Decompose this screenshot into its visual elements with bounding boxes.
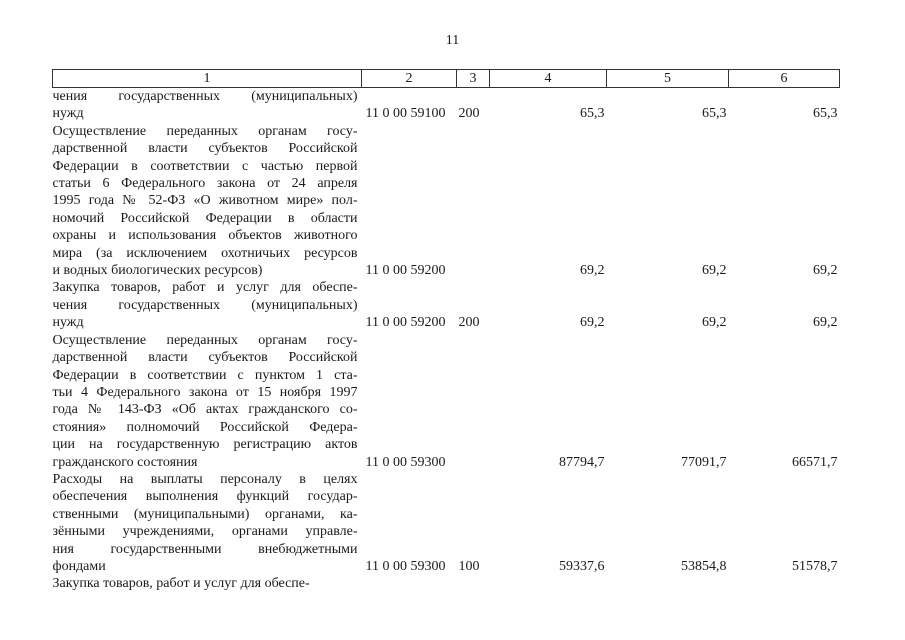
description-line: гражданского состояния [52, 454, 198, 470]
row-description [53, 279, 362, 331]
table-header [53, 70, 840, 88]
description-line: ции на государственную регистрацию актов [52, 437, 358, 453]
table-row [53, 123, 840, 280]
description-line: стояния» полномочий Российской Федера- [52, 419, 358, 435]
row-value-col-6 [729, 575, 840, 592]
description-line: года № 143-ФЗ «Об актах гражданского со- [52, 402, 358, 418]
row-value-col-6: 51578,7 [792, 558, 838, 574]
header-col-3: 3 [457, 70, 490, 88]
row-code: 11 0 00 59200 [365, 315, 446, 331]
description-line: фондами [52, 558, 106, 574]
description-line: охраны и использования объектов животного [52, 228, 358, 244]
row-value-col-5: 53854,8 [681, 558, 727, 574]
description-line: дарственной власти субъектов Российской [52, 141, 358, 157]
description-line: Закупка товаров, работ и услуг для обеспе- [52, 280, 358, 296]
row-description [53, 88, 362, 123]
row-value-col-5 [607, 575, 729, 592]
table-row [53, 279, 840, 331]
row-value-col-4: 69,2 [580, 315, 605, 331]
header-col-4: 4 [490, 70, 607, 88]
row-value-col-5: 77091,7 [681, 454, 727, 470]
row-code: 11 0 00 59100 [365, 106, 446, 122]
table-row [53, 88, 840, 123]
row-description [53, 575, 362, 592]
description-line: нужд [52, 315, 84, 331]
row-value-col-4: 59337,6 [559, 558, 605, 574]
row-expense-type [457, 575, 490, 592]
description-line: зёнными учреждениями, органами управле- [52, 524, 358, 540]
row-value-col-5: 69,2 [702, 263, 727, 279]
row-value-col-4: 69,2 [580, 263, 605, 279]
row-value-col-6: 65,3 [813, 106, 838, 122]
row-value-col-5: 65,3 [702, 106, 727, 122]
description-line: чения государственных (муниципальных) [52, 89, 358, 104]
description-line: ственными (муниципальными) органами, ка- [52, 506, 358, 522]
description-line: чения государственных (муниципальных) [52, 297, 358, 313]
row-description [53, 332, 362, 471]
header-row [53, 70, 840, 88]
description-line: обеспечения выполнения функций государ- [52, 489, 358, 505]
row-description [53, 123, 362, 280]
description-line: мира (за исключением охотничьих ресурсов [52, 245, 358, 261]
description-line: Расходы на выплаты персоналу в целях [52, 471, 358, 487]
header-col-6: 6 [729, 70, 840, 88]
row-code: 11 0 00 59200 [365, 263, 446, 279]
description-line: Осуществление переданных органам госу- [52, 123, 358, 139]
description-line: Закупка товаров, работ и услуг для обеспе- [52, 576, 310, 592]
description-line: ния государственными внебюджетными [52, 541, 358, 557]
description-line: номочий Российской Федерации в области [52, 210, 358, 226]
row-code [362, 575, 457, 592]
table-row [53, 575, 840, 592]
row-expense-type [457, 332, 490, 471]
description-line: Федерации в соответствии с пунктом 1 ста- [52, 367, 358, 383]
row-value-col-6: 69,2 [813, 263, 838, 279]
description-line: Федерации в соответствии с частью первой [52, 158, 358, 174]
header-col-2: 2 [362, 70, 457, 88]
header-col-1: 1 [53, 70, 362, 88]
table-row [53, 471, 840, 575]
row-value-col-5: 69,2 [702, 315, 727, 331]
table-body [53, 88, 840, 593]
description-line: Осуществление переданных органам госу- [52, 332, 358, 348]
row-expense-type: 100 [458, 558, 480, 574]
row-value-col-4: 65,3 [580, 106, 605, 122]
row-expense-type [457, 123, 490, 280]
row-description [53, 471, 362, 575]
row-expense-type: 200 [458, 106, 480, 122]
description-line: нужд [52, 106, 84, 122]
description-line: статьи 6 Федерального закона от 24 апреля [52, 176, 358, 192]
row-value-col-6: 69,2 [813, 315, 838, 331]
table-row [53, 332, 840, 471]
description-line: 1995 года № 52-ФЗ «О животном мире» пол- [52, 193, 358, 209]
row-code: 11 0 00 59300 [365, 454, 446, 470]
page-number: 11 [445, 33, 460, 48]
row-value-col-6: 66571,7 [792, 454, 838, 470]
description-line: дарственной власти субъектов Российской [52, 350, 358, 366]
row-value-col-4: 87794,7 [559, 454, 605, 470]
row-code: 11 0 00 59300 [365, 558, 446, 574]
row-value-col-4 [490, 575, 607, 592]
header-col-5: 5 [607, 70, 729, 88]
description-line: и водных биологических ресурсов) [52, 263, 263, 279]
budget-table [52, 69, 840, 593]
description-line: тьи 4 Федерального закона от 15 ноября 1997 [52, 384, 358, 400]
row-expense-type: 200 [458, 315, 480, 331]
